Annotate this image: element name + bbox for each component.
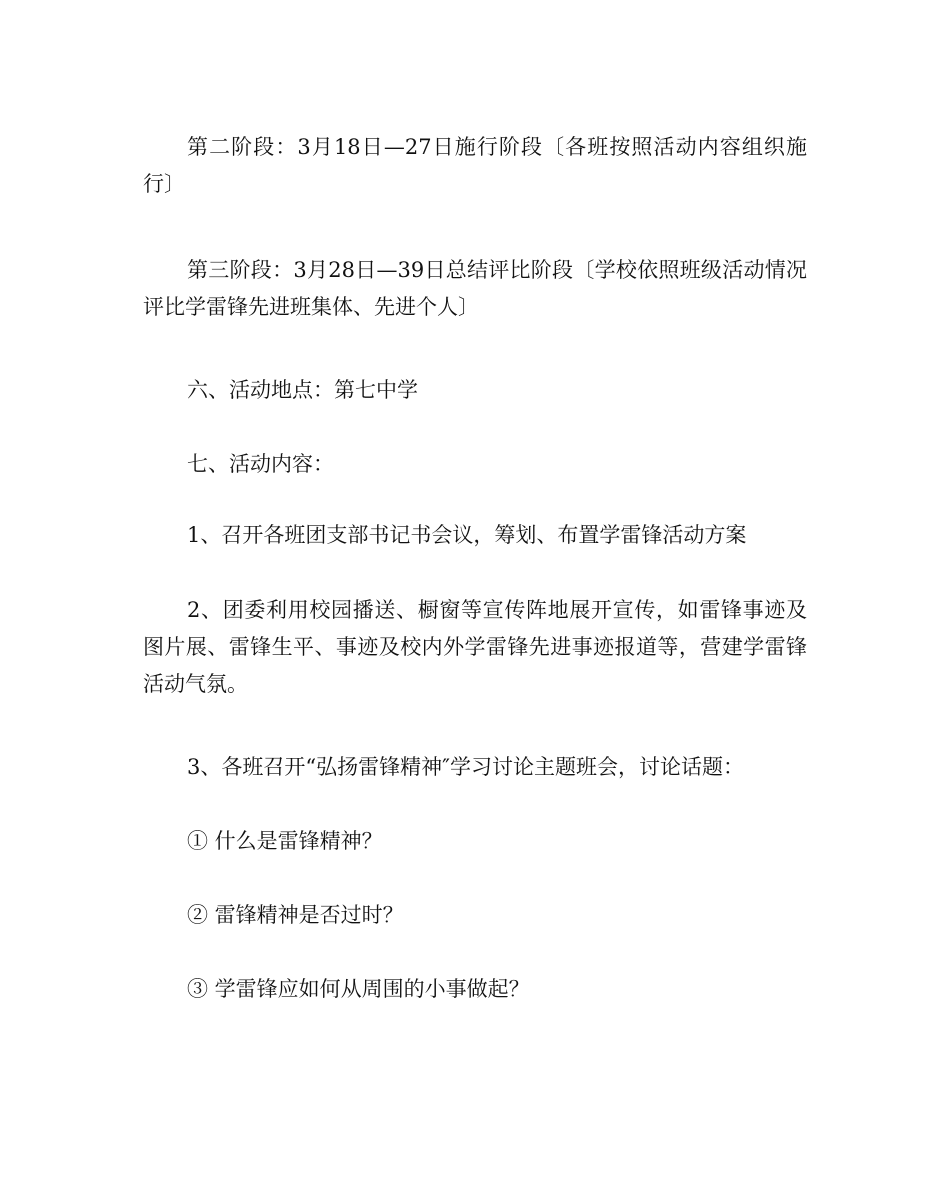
paragraph-item-2: 2、团委利用校园播送、橱窗等宣传阵地展开宣传，如雷锋事迹及图片展、雷锋生平、事迹及校内外学雷锋先进事迹报道等，营建学雷锋活动气氛。 xyxy=(143,598,807,696)
paragraph-activity-content-heading: 七、活动内容： xyxy=(187,452,334,476)
paragraph-question-3: ③ 学雷锋应如何从周围的小事做起？ xyxy=(187,977,530,1001)
paragraph-activity-location: 六、活动地点：第七中学 xyxy=(187,378,418,402)
paragraph-question-1: ① 什么是雷锋精神？ xyxy=(187,829,383,853)
paragraph-question-2: ② 雷锋精神是否过时？ xyxy=(187,903,404,927)
paragraph-stage-two: 第二阶段：3月18日—27日施行阶段〔各班按照活动内容组织施行〕 xyxy=(143,135,807,196)
paragraph-stage-three: 第三阶段：3月28日—39日总结评比阶段〔学校依照班级活动情况评比学雷锋先进班集体、先进个人〕 xyxy=(143,258,807,319)
paragraph-item-1: 1、召开各班团支部书记书会议，筹划、布置学雷锋活动方案 xyxy=(187,523,747,547)
paragraph-item-3: 3、各班召开“弘扬雷锋精神″学习讨论主题班会，讨论话题： xyxy=(187,755,744,779)
